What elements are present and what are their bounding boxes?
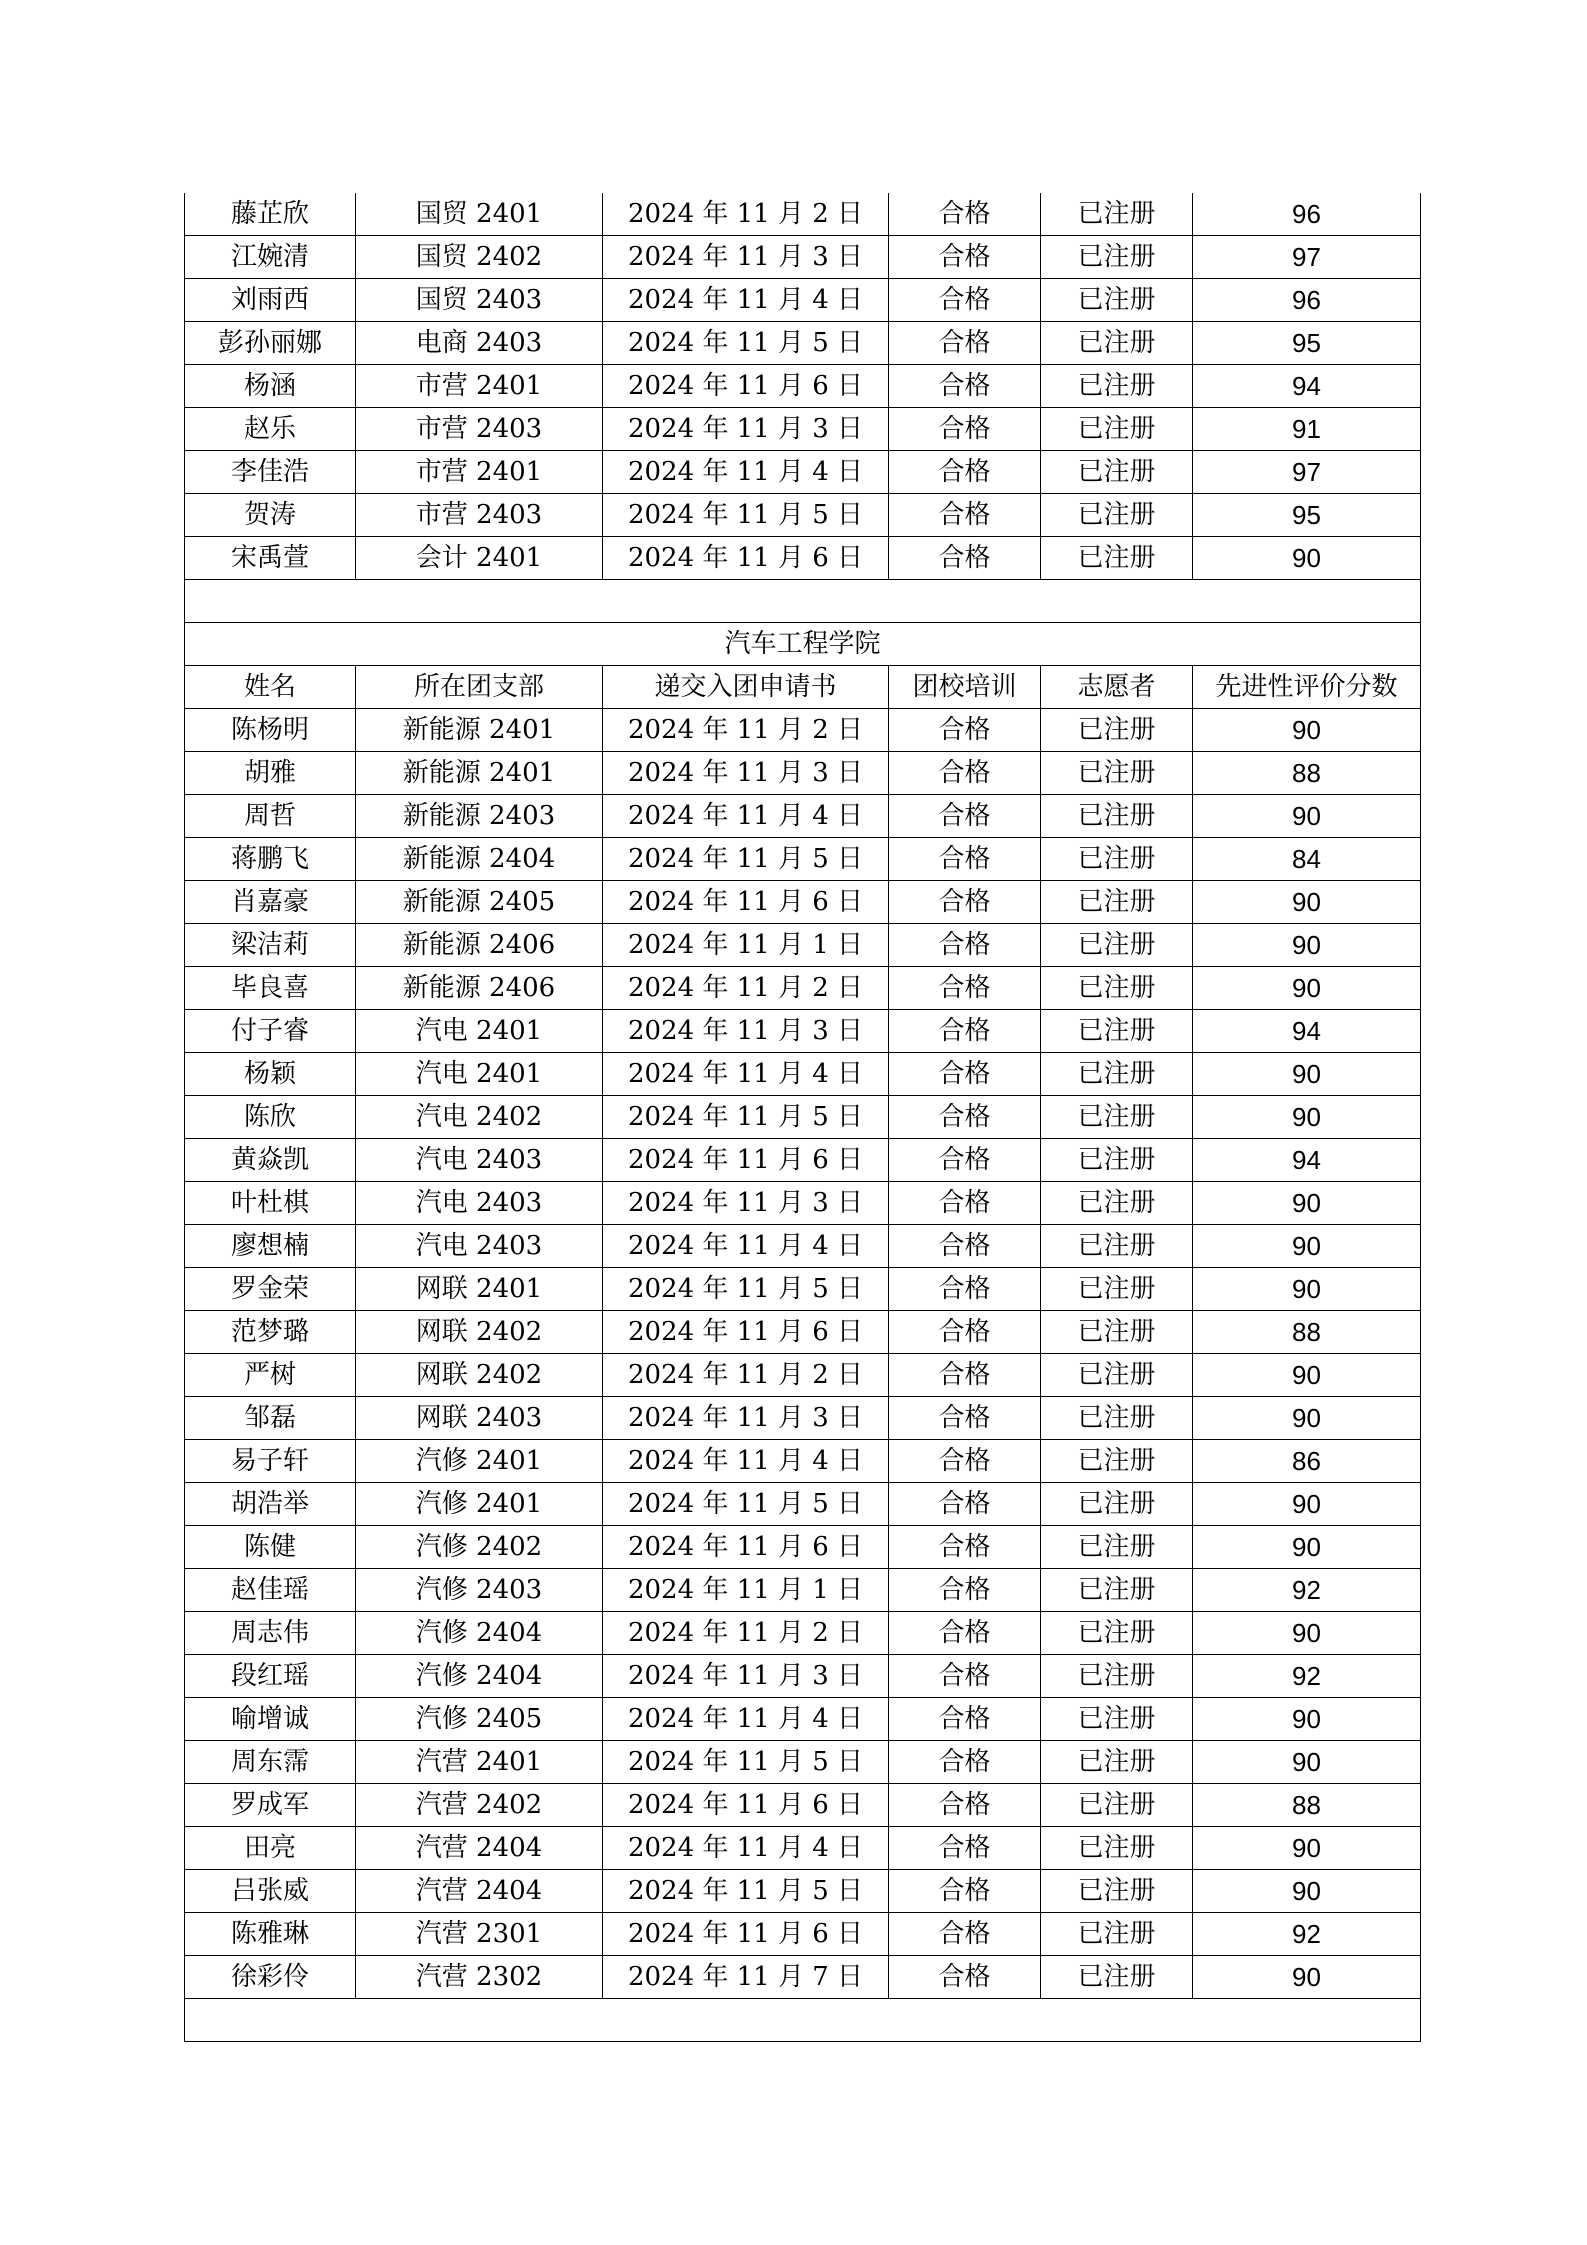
date-cell: 2024 年 11 月 4 日 [603,451,889,494]
branch-cell: 国贸 2403 [356,279,603,322]
training-cell: 合格 [889,494,1041,537]
name-cell: 肖嘉豪 [185,881,356,924]
training-cell: 合格 [889,1483,1041,1526]
training-cell: 合格 [889,1053,1041,1096]
name-cell: 胡浩举 [185,1483,356,1526]
score-cell: 90 [1193,709,1421,752]
volunteer-cell: 已注册 [1041,838,1193,881]
name-cell: 梁洁莉 [185,924,356,967]
volunteer-cell: 已注册 [1041,1225,1193,1268]
section-title: 汽车工程学院 [185,623,1421,666]
blank-row [185,580,1421,623]
training-cell: 合格 [889,838,1041,881]
date-cell: 2024 年 11 月 3 日 [603,408,889,451]
volunteer-cell: 已注册 [1041,1784,1193,1827]
volunteer-cell: 已注册 [1041,1913,1193,1956]
branch-cell: 汽营 2404 [356,1870,603,1913]
score-cell: 90 [1193,1182,1421,1225]
training-cell: 合格 [889,1784,1041,1827]
date-cell: 2024 年 11 月 2 日 [603,193,889,236]
name-cell: 邹磊 [185,1397,356,1440]
date-cell: 2024 年 11 月 5 日 [603,1483,889,1526]
training-cell: 合格 [889,322,1041,365]
name-cell: 藤芷欣 [185,193,356,236]
column-header: 团校培训 [889,666,1041,709]
name-cell: 周志伟 [185,1612,356,1655]
volunteer-cell: 已注册 [1041,279,1193,322]
training-cell: 合格 [889,1311,1041,1354]
volunteer-cell: 已注册 [1041,1268,1193,1311]
score-cell: 90 [1193,1053,1421,1096]
date-cell: 2024 年 11 月 3 日 [603,1182,889,1225]
score-cell: 90 [1193,1268,1421,1311]
branch-cell: 汽修 2404 [356,1612,603,1655]
column-header: 志愿者 [1041,666,1193,709]
training-cell: 合格 [889,1612,1041,1655]
score-cell: 90 [1193,1354,1421,1397]
score-cell: 97 [1193,236,1421,279]
branch-cell: 汽营 2404 [356,1827,603,1870]
table-row [185,1010,1421,1053]
training-cell: 合格 [889,881,1041,924]
training-cell: 合格 [889,924,1041,967]
header-row [185,666,1421,709]
score-cell: 90 [1193,1870,1421,1913]
branch-cell: 汽营 2402 [356,1784,603,1827]
date-cell: 2024 年 11 月 4 日 [603,1698,889,1741]
training-cell: 合格 [889,1010,1041,1053]
date-cell: 2024 年 11 月 3 日 [603,1397,889,1440]
score-cell: 96 [1193,193,1421,236]
table-row [185,1397,1421,1440]
score-cell: 90 [1193,881,1421,924]
volunteer-cell: 已注册 [1041,1010,1193,1053]
volunteer-cell: 已注册 [1041,1096,1193,1139]
volunteer-cell: 已注册 [1041,967,1193,1010]
branch-cell: 汽修 2404 [356,1655,603,1698]
volunteer-cell: 已注册 [1041,1655,1193,1698]
name-cell: 李佳浩 [185,451,356,494]
branch-cell: 汽电 2403 [356,1225,603,1268]
volunteer-cell: 已注册 [1041,1956,1193,1999]
name-cell: 陈欣 [185,1096,356,1139]
score-cell: 97 [1193,451,1421,494]
score-cell: 91 [1193,408,1421,451]
score-cell: 88 [1193,752,1421,795]
name-cell: 赵佳瑶 [185,1569,356,1612]
name-cell: 杨涵 [185,365,356,408]
date-cell: 2024 年 11 月 5 日 [603,1096,889,1139]
table-row [185,881,1421,924]
branch-cell: 网联 2402 [356,1354,603,1397]
name-cell: 陈健 [185,1526,356,1569]
roster-table [184,193,1421,2042]
score-cell: 92 [1193,1913,1421,1956]
table-row [185,537,1421,580]
training-cell: 合格 [889,279,1041,322]
table-row [185,709,1421,752]
table-row [185,236,1421,279]
volunteer-cell: 已注册 [1041,709,1193,752]
training-cell: 合格 [889,1741,1041,1784]
table-row [185,1956,1421,1999]
training-cell: 合格 [889,967,1041,1010]
name-cell: 范梦璐 [185,1311,356,1354]
branch-cell: 汽电 2401 [356,1010,603,1053]
name-cell: 田亮 [185,1827,356,1870]
table-row [185,795,1421,838]
name-cell: 喻增诚 [185,1698,356,1741]
score-cell: 90 [1193,537,1421,580]
branch-cell: 国贸 2401 [356,193,603,236]
name-cell: 罗金荣 [185,1268,356,1311]
branch-cell: 新能源 2406 [356,967,603,1010]
table-row [185,1698,1421,1741]
score-cell: 88 [1193,1784,1421,1827]
training-cell: 合格 [889,1913,1041,1956]
date-cell: 2024 年 11 月 6 日 [603,537,889,580]
table-row [185,1182,1421,1225]
branch-cell: 会计 2401 [356,537,603,580]
score-cell: 90 [1193,1096,1421,1139]
score-cell: 90 [1193,1225,1421,1268]
name-cell: 段红瑶 [185,1655,356,1698]
volunteer-cell: 已注册 [1041,1311,1193,1354]
branch-cell: 汽营 2302 [356,1956,603,1999]
score-cell: 95 [1193,322,1421,365]
date-cell: 2024 年 11 月 3 日 [603,236,889,279]
training-cell: 合格 [889,1440,1041,1483]
volunteer-cell: 已注册 [1041,408,1193,451]
date-cell: 2024 年 11 月 2 日 [603,1354,889,1397]
volunteer-cell: 已注册 [1041,924,1193,967]
training-cell: 合格 [889,1569,1041,1612]
branch-cell: 新能源 2401 [356,709,603,752]
training-cell: 合格 [889,408,1041,451]
date-cell: 2024 年 11 月 4 日 [603,279,889,322]
score-cell: 95 [1193,494,1421,537]
volunteer-cell: 已注册 [1041,365,1193,408]
date-cell: 2024 年 11 月 5 日 [603,322,889,365]
training-cell: 合格 [889,193,1041,236]
name-cell: 江婉清 [185,236,356,279]
volunteer-cell: 已注册 [1041,1440,1193,1483]
volunteer-cell: 已注册 [1041,236,1193,279]
volunteer-cell: 已注册 [1041,1569,1193,1612]
date-cell: 2024 年 11 月 5 日 [603,494,889,537]
branch-cell: 汽电 2402 [356,1096,603,1139]
table-row [185,279,1421,322]
date-cell: 2024 年 11 月 4 日 [603,1053,889,1096]
name-cell: 付子睿 [185,1010,356,1053]
table-row [185,322,1421,365]
date-cell: 2024 年 11 月 4 日 [603,795,889,838]
date-cell: 2024 年 11 月 1 日 [603,924,889,967]
blank-row [185,1999,1421,2042]
score-cell: 90 [1193,1397,1421,1440]
date-cell: 2024 年 11 月 2 日 [603,709,889,752]
date-cell: 2024 年 11 月 1 日 [603,1569,889,1612]
name-cell: 贺涛 [185,494,356,537]
name-cell: 毕良喜 [185,967,356,1010]
training-cell: 合格 [889,1225,1041,1268]
table-row [185,1311,1421,1354]
score-cell: 90 [1193,1827,1421,1870]
date-cell: 2024 年 11 月 4 日 [603,1827,889,1870]
blank-cell [185,580,1421,623]
training-cell: 合格 [889,1526,1041,1569]
name-cell: 胡雅 [185,752,356,795]
date-cell: 2024 年 11 月 6 日 [603,1784,889,1827]
date-cell: 2024 年 11 月 2 日 [603,1612,889,1655]
branch-cell: 汽电 2403 [356,1139,603,1182]
branch-cell: 新能源 2403 [356,795,603,838]
branch-cell: 汽修 2403 [356,1569,603,1612]
branch-cell: 汽电 2403 [356,1182,603,1225]
branch-cell: 网联 2403 [356,1397,603,1440]
score-cell: 96 [1193,279,1421,322]
name-cell: 罗成军 [185,1784,356,1827]
training-cell: 合格 [889,451,1041,494]
name-cell: 陈雅琳 [185,1913,356,1956]
table-row [185,1741,1421,1784]
table-row [185,752,1421,795]
training-cell: 合格 [889,752,1041,795]
branch-cell: 汽修 2401 [356,1483,603,1526]
name-cell: 徐彩伶 [185,1956,356,1999]
training-cell: 合格 [889,1096,1041,1139]
table-row [185,494,1421,537]
date-cell: 2024 年 11 月 3 日 [603,752,889,795]
name-cell: 彭孙丽娜 [185,322,356,365]
branch-cell: 市营 2401 [356,365,603,408]
table-row [185,1827,1421,1870]
score-cell: 84 [1193,838,1421,881]
date-cell: 2024 年 11 月 4 日 [603,1440,889,1483]
score-cell: 94 [1193,1139,1421,1182]
training-cell: 合格 [889,1956,1041,1999]
table-row [185,1784,1421,1827]
table-row [185,1483,1421,1526]
training-cell: 合格 [889,1139,1041,1182]
branch-cell: 市营 2403 [356,494,603,537]
branch-cell: 新能源 2401 [356,752,603,795]
table-row [185,193,1421,236]
name-cell: 刘雨西 [185,279,356,322]
volunteer-cell: 已注册 [1041,193,1193,236]
volunteer-cell: 已注册 [1041,1526,1193,1569]
branch-cell: 新能源 2405 [356,881,603,924]
date-cell: 2024 年 11 月 5 日 [603,1870,889,1913]
score-cell: 90 [1193,967,1421,1010]
volunteer-cell: 已注册 [1041,1612,1193,1655]
name-cell: 杨颖 [185,1053,356,1096]
branch-cell: 市营 2401 [356,451,603,494]
date-cell: 2024 年 11 月 5 日 [603,838,889,881]
volunteer-cell: 已注册 [1041,1354,1193,1397]
training-cell: 合格 [889,709,1041,752]
table-row [185,1440,1421,1483]
training-cell: 合格 [889,1182,1041,1225]
volunteer-cell: 已注册 [1041,322,1193,365]
column-header: 所在团支部 [356,666,603,709]
training-cell: 合格 [889,1655,1041,1698]
date-cell: 2024 年 11 月 6 日 [603,881,889,924]
date-cell: 2024 年 11 月 5 日 [603,1741,889,1784]
score-cell: 90 [1193,1483,1421,1526]
score-cell: 92 [1193,1655,1421,1698]
name-cell: 易子轩 [185,1440,356,1483]
date-cell: 2024 年 11 月 6 日 [603,1311,889,1354]
score-cell: 90 [1193,1956,1421,1999]
name-cell: 陈杨明 [185,709,356,752]
date-cell: 2024 年 11 月 2 日 [603,967,889,1010]
branch-cell: 汽修 2405 [356,1698,603,1741]
table-row [185,1655,1421,1698]
name-cell: 严树 [185,1354,356,1397]
name-cell: 宋禹萱 [185,537,356,580]
score-cell: 90 [1193,1741,1421,1784]
column-header: 姓名 [185,666,356,709]
table-row [185,1354,1421,1397]
score-cell: 90 [1193,1698,1421,1741]
volunteer-cell: 已注册 [1041,1139,1193,1182]
table-row [185,1569,1421,1612]
date-cell: 2024 年 11 月 6 日 [603,1139,889,1182]
volunteer-cell: 已注册 [1041,494,1193,537]
score-cell: 90 [1193,1526,1421,1569]
date-cell: 2024 年 11 月 6 日 [603,365,889,408]
branch-cell: 市营 2403 [356,408,603,451]
date-cell: 2024 年 11 月 4 日 [603,1225,889,1268]
volunteer-cell: 已注册 [1041,1397,1193,1440]
score-cell: 86 [1193,1440,1421,1483]
table-row [185,1053,1421,1096]
score-cell: 90 [1193,1612,1421,1655]
name-cell: 赵乐 [185,408,356,451]
volunteer-cell: 已注册 [1041,881,1193,924]
branch-cell: 国贸 2402 [356,236,603,279]
score-cell: 92 [1193,1569,1421,1612]
table-row [185,838,1421,881]
table-row [185,1225,1421,1268]
branch-cell: 网联 2401 [356,1268,603,1311]
branch-cell: 汽修 2402 [356,1526,603,1569]
column-header: 先进性评价分数 [1193,666,1421,709]
date-cell: 2024 年 11 月 5 日 [603,1268,889,1311]
name-cell: 廖想楠 [185,1225,356,1268]
branch-cell: 网联 2402 [356,1311,603,1354]
training-cell: 合格 [889,1698,1041,1741]
training-cell: 合格 [889,1870,1041,1913]
training-cell: 合格 [889,1397,1041,1440]
score-cell: 94 [1193,1010,1421,1053]
table-row [185,1526,1421,1569]
table-row [185,1913,1421,1956]
branch-cell: 汽电 2401 [356,1053,603,1096]
volunteer-cell: 已注册 [1041,1741,1193,1784]
volunteer-cell: 已注册 [1041,1870,1193,1913]
table-row [185,1139,1421,1182]
date-cell: 2024 年 11 月 3 日 [603,1010,889,1053]
date-cell: 2024 年 11 月 6 日 [603,1913,889,1956]
score-cell: 90 [1193,795,1421,838]
blank-cell [185,1999,1421,2042]
table-row [185,451,1421,494]
roster-body [185,193,1421,2042]
training-cell: 合格 [889,236,1041,279]
branch-cell: 汽修 2401 [356,1440,603,1483]
training-cell: 合格 [889,795,1041,838]
training-cell: 合格 [889,537,1041,580]
volunteer-cell: 已注册 [1041,537,1193,580]
table-row [185,1268,1421,1311]
name-cell: 黄焱凯 [185,1139,356,1182]
volunteer-cell: 已注册 [1041,1698,1193,1741]
table-row [185,924,1421,967]
branch-cell: 电商 2403 [356,322,603,365]
name-cell: 周哲 [185,795,356,838]
date-cell: 2024 年 11 月 7 日 [603,1956,889,1999]
name-cell: 吕张威 [185,1870,356,1913]
training-cell: 合格 [889,365,1041,408]
volunteer-cell: 已注册 [1041,795,1193,838]
name-cell: 蒋鹏飞 [185,838,356,881]
volunteer-cell: 已注册 [1041,1182,1193,1225]
branch-cell: 新能源 2406 [356,924,603,967]
branch-cell: 汽营 2401 [356,1741,603,1784]
score-cell: 88 [1193,1311,1421,1354]
volunteer-cell: 已注册 [1041,451,1193,494]
date-cell: 2024 年 11 月 6 日 [603,1526,889,1569]
date-cell: 2024 年 11 月 3 日 [603,1655,889,1698]
branch-cell: 新能源 2404 [356,838,603,881]
volunteer-cell: 已注册 [1041,1483,1193,1526]
column-header: 递交入团申请书 [603,666,889,709]
score-cell: 90 [1193,924,1421,967]
volunteer-cell: 已注册 [1041,1827,1193,1870]
table-row [185,1612,1421,1655]
table-row [185,365,1421,408]
name-cell: 周东霈 [185,1741,356,1784]
training-cell: 合格 [889,1268,1041,1311]
section-title-row [185,623,1421,666]
score-cell: 94 [1193,365,1421,408]
table-row [185,967,1421,1010]
volunteer-cell: 已注册 [1041,1053,1193,1096]
table-row [185,408,1421,451]
name-cell: 叶杜棋 [185,1182,356,1225]
training-cell: 合格 [889,1354,1041,1397]
table-row [185,1870,1421,1913]
table-row [185,1096,1421,1139]
training-cell: 合格 [889,1827,1041,1870]
branch-cell: 汽营 2301 [356,1913,603,1956]
volunteer-cell: 已注册 [1041,752,1193,795]
